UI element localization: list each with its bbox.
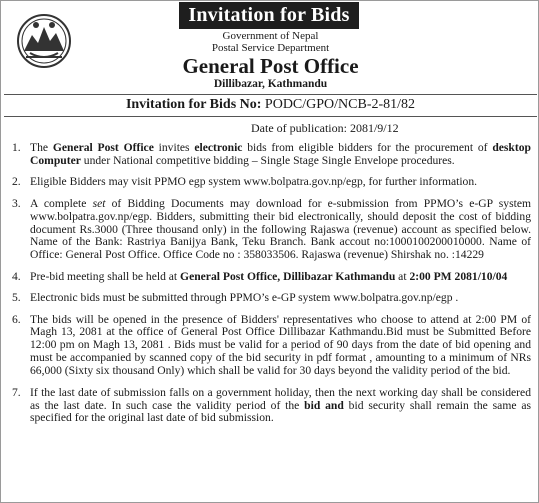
department-name: Postal Service Department [211,42,330,54]
item-bold-text: desktop Computer [30,141,531,167]
title-banner: Invitation for Bids [179,2,359,29]
office-name: General Post Office [182,54,359,78]
item-bold-text: electronic [194,141,243,154]
item-bold-text: 2:00 PM 2081/10/04 [409,269,508,283]
list-item [9,292,531,305]
item-text: A complete [30,196,93,210]
item-text: Pre-bid meeting shall be held at [30,269,181,283]
item-number: 7. [12,385,21,399]
list-item [9,176,531,189]
item-italic-text: set [92,196,106,210]
item-number: 4. [12,269,21,283]
list-item [9,271,531,284]
item-bold-text: bid and [304,398,344,412]
ifb-number: PODC/GPO/NCB-2-81/82 [264,97,416,112]
item-text: of Bidding Documents may download for e-submission from PPMO’s e-GP system www.bolpatra.gov.np/egp. Bidders, submitting their bid electronically, should deposit the cost of bidding document Rs.3000 (Three thousand only) in the following Rajaswa (revenue) account as specified below. Name of the Bank: Rastriya Banijya Bank, Teku Branch. Bank accout no:1000100200010000. Name of Office: General Post Office. Office Code no : 358033506. Rajaswa (revenue) Shirshak no. :14229 [30,196,531,262]
item-bold-text: General Post Office [52,141,154,154]
item-text: Eligible Bidders may visit PPMO egp system www.bolpatra.gov.np/egp, for further information. [30,175,478,189]
list-item [9,314,531,379]
item-text: invites [153,141,195,154]
list-item [9,142,531,168]
item-text: under National competitive bidding – Single Stage Single Envelope procedures. [80,153,455,167]
item-number: 5. [12,291,21,305]
notice-items [9,142,531,434]
government-name: Government of Nepal [222,30,319,42]
item-text: The [30,141,53,154]
item-text: bid security shall remain the same as specified for the original last date of bid submission. [30,398,531,425]
divider-top [4,94,537,95]
item-text: bids from eligible bidders for the procurement of [242,141,493,154]
office-location: Dillibazar, Kathmandu [213,78,328,90]
ifb-label: Invitation for Bids No: [125,97,262,112]
list-item [9,198,531,263]
item-bold-text: General Post Office, Dillibazar Kathmandu [180,269,396,283]
list-item [9,387,531,426]
item-number: 6. [12,312,21,326]
item-text: Electronic bids must be submitted through PPMO’s e-GP system www.bolpatra.gov.np/egp . [30,291,459,305]
item-text: If the last date of submission falls on a government holiday, then the next working day shall be considered as the last date. In such case the validity period of the [30,385,531,412]
ifb-heading [1,97,539,113]
item-number: 2. [12,175,21,189]
item-number: 3. [12,196,21,210]
publication-date: Date of publication: 2081/9/12 [251,121,399,135]
item-text: The bids will be opened in the presence of Bidders' representatives who choose to attend at 2:00 PM of Magh 13, 2081 at the office of General Post Office Dillibazar Kathmandu.Bid must be Submitted Before 12:00 pm on Magh 13, 2081 . Bids must be valid for a period of 90 days from the date of bid opening and must be accompanied by scanned copy of the bid security in pdf format , amounting to a minimum of NRs 66,000 (Sixty six thousand Only) which shall be valid for 30 days beyond the validity period of the bid. [30,312,531,378]
divider-bottom [4,116,537,117]
item-number: 1. [12,141,21,154]
item-text: at [395,269,410,283]
